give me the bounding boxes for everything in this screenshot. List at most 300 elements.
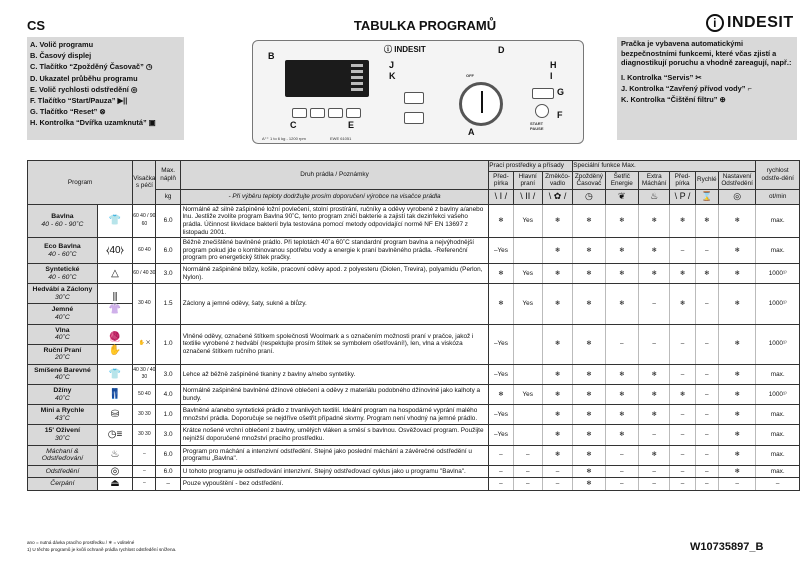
spin-speed: max. [756,238,800,264]
header-program: Program [28,161,133,205]
page-title: TABULKA PROGRAMŮ [353,18,497,33]
program-temp: 40˚C [55,394,70,402]
model-label: EWE 61051 [330,136,352,141]
panel-label-j: J [389,60,395,70]
header-type: Druh prádla / Poznámky [180,161,489,190]
option-value: – [639,425,670,445]
care-icon: ⏏ [110,478,120,490]
program-description: Normálně zašpiněné blůzy, košile, pracovní oděvy apod. z polyesteru (Diolen, Trevira), polyamidu (Perlon, Nylon). [180,263,489,283]
care-icon: 👕 [108,368,122,380]
header-option: Nastavení Odstředění [718,171,755,189]
program-name-block [28,365,97,384]
panel-label-e: E [348,120,355,130]
care-icon: 👚 [98,303,132,316]
care-icon-cell [97,465,132,478]
option-value: ❄ [489,263,513,283]
panel-label-b: B [268,51,275,61]
option-icon: \ P / [670,189,695,204]
program-temp: 40 - 60 - 90˚C [41,220,84,228]
footnote-1: 1) U těchto programů je kvůli ochraně prádla rychlost odstředění snížena. [27,547,177,552]
option-value: ❄ [573,284,605,324]
program-name: Máchaní & Odstřeďování [41,447,84,463]
program-description: Lehce až běžně zašpiněné tkaniny z bavlny a/nebo syntetiky. [180,364,489,384]
option-value: –Yes [489,405,513,425]
care-icon: ⫼ [112,291,118,303]
program-name-block [28,264,97,283]
option-value: ❄ [718,204,755,237]
phase-indicator [351,88,363,91]
option-value: ❄ [489,284,513,324]
option-value: ❄ [542,263,572,283]
option-value: ❄ [573,478,605,491]
option-value [513,238,542,264]
care-icon: 👕 [108,215,122,227]
document-code: W10735897_B [690,541,764,553]
option-value: ❄ [605,405,638,425]
program-temp: 43˚C [55,414,70,422]
care-icon-cell [97,263,132,283]
legend-item: E. Volič rychlosti odstředění ◎ [30,84,138,94]
care-icon: 🧶 [108,332,122,344]
max-load: 1.5 [156,284,180,324]
care-label-symbols: 60 / 40 30 [133,263,156,283]
table-row [28,445,800,465]
brand-name: INDESIT [727,14,794,31]
care-icon-cell [97,284,132,324]
care-icon: ♨ [110,449,120,461]
care-icon: ⛁ [110,409,120,421]
program-temp: 40 - 60˚C [48,273,77,281]
table-row [28,478,800,491]
header-detergents: Prací prostředky a přísady [489,161,573,172]
option-value: ❄ [542,425,572,445]
option-value: – [639,324,670,364]
option-icon: ◷ [573,189,605,204]
program-description: Pouze vypouštění - bez odstředění. [180,478,489,491]
option-value: ❄ [573,204,605,237]
option-value: ❄ [670,204,695,237]
program-name-block [28,325,97,344]
table-row [28,204,800,237]
time-display [285,60,369,97]
program-name-block [28,284,97,303]
program-name: Bavlna [51,213,74,221]
program-description: Normálně zašpiněné bavlněné džínové oblečení a oděvy z materiálu podobného džínovině jako kalhoty a bundy. [180,385,489,405]
option-value: ❄ [639,364,670,384]
option-value: – [605,445,638,465]
program-cell [28,324,98,364]
header-option: Šetřič Energie [605,171,638,189]
footnote-legend: ano = nutná dávka pracího prostředku / ❄ = volitelné [27,540,135,545]
program-temp: 30˚C [55,293,70,301]
panel-label-k: K [389,71,396,81]
option-value: ❄ [542,405,572,425]
option-value: ❄ [542,385,572,405]
care-icon: △ [111,267,119,279]
table-row [28,465,800,478]
option-value: ❄ [605,238,638,264]
program-description: Normálně až silně zašpiněné ložní povlečení, stolní prostírání, ručníky a oděvy vyrobené z bavlny a/anebo lnu. Jestliže zvolíte program Bavlna 90˚C, tento program zničí bakterie a zajistí tak dezinfekci vašeho prádla. Účinnost likvidace bakterií byla testována pomocí metody odpovídající normě NF EN 13697 z listopadu 2001. [180,204,489,237]
program-name: Vlna [55,326,70,334]
program-name: Smíšené Barevné [34,366,91,374]
option-value: ❄ [605,284,638,324]
program-name: Syntetické [45,265,80,273]
program-cell [28,425,98,445]
care-label-symbols: 40 30 / 40 30 [133,364,156,384]
care-icon-cell [97,204,132,237]
option-value: ❄ [573,238,605,264]
option-value: ❄ [718,385,755,405]
option-value: – [605,478,638,491]
option-value: – [542,465,572,478]
program-name: Hedvábí a Záclony [32,286,93,294]
program-name-block [28,478,97,490]
legend-item: A. Volič programu [30,40,94,49]
option-value: ❄ [605,204,638,237]
max-load: 3.0 [156,263,180,283]
program-description: U tohoto programu je odstřeďování intenzivní. Stejný odstřeďovací cyklus jako u programu "Bavlna". [180,465,489,478]
option-value: ❄ [718,324,755,364]
header-option: Hlavní praní [513,171,542,189]
rating-label: A⁺⁺ 1 to 6 kg - 1200 rpm [262,136,306,141]
care-icon: ◷≡ [107,429,123,441]
option-value: – [695,324,718,364]
program-description: Vlněné oděvy, označené štítkem společnosti Woolmark a s označením možnosti praní v pračce, jakož i textilie vyrobené z hedvábí (respektujte prosím štítek se symbolem ošetřování!), len, vlna a viskóza označené štítkem ručního praní. [180,324,489,364]
care-label-symbols: 30 40 [133,284,156,324]
care-icon-cell [97,324,132,364]
max-load: 6.0 [156,465,180,478]
panel-label-g: G [557,87,565,97]
option-value: – [489,478,513,491]
option-value: ❄ [542,364,572,384]
header-care-label: Visačka s péčí [133,161,156,205]
spin-button [346,108,361,118]
max-load: 1.0 [156,324,180,364]
start-label: START PAUSE [530,121,544,131]
option-value: ❄ [718,284,755,324]
option-value: – [489,465,513,478]
program-name-block [28,385,97,404]
option-value: ❄ [695,263,718,283]
safety-item: J. Kontrolka “Zavřený přívod vody” ⌐ [621,83,752,93]
program-name: Odstředění [45,467,80,475]
table-row [28,385,800,405]
program-name-block [28,466,97,478]
option-value: ❄ [573,385,605,405]
option-icon: ◎ [718,189,755,204]
option-button [328,108,343,118]
care-label-symbols: – [133,478,156,491]
option-value: – [670,465,695,478]
option-value: – [542,478,572,491]
option-value: Yes [513,385,542,405]
option-value: – [639,465,670,478]
option-value: ❄ [489,385,513,405]
program-name: Eco Bavlna [44,242,81,250]
care-icon: ✋ [98,344,132,357]
option-value: – [695,445,718,465]
max-load: 6.0 [156,445,180,465]
spin-speed: 1000¹⁾ [756,324,800,364]
header-max-load: Max. náplň [156,161,180,190]
program-temp: 40˚C [55,374,70,382]
care-label-symbols: 60 40 [133,238,156,264]
option-value: – [489,445,513,465]
option-value: –Yes [489,425,513,445]
option-value [513,324,542,364]
care-icon: ⧼40⧽ [105,244,125,256]
program-table [27,160,800,491]
header-option: Zpožděný Časovač [573,171,605,189]
option-value: –Yes [489,238,513,264]
option-icon: \ I / [489,189,513,204]
option-value: – [670,478,695,491]
panel-label-a: A [468,127,475,137]
option-value: ❄ [605,364,638,384]
program-name: Džíny [53,387,72,395]
panel-logo: ⓘ INDESIT [384,45,426,54]
max-load: 1.0 [156,405,180,425]
header-spin-speed: rychlost odstře-dění [756,161,800,190]
legend-item: G. Tlačítko “Reset” ⊗ [30,107,106,117]
table-row [28,238,800,264]
option-value: ❄ [573,425,605,445]
program-name: Mini a Rychle [40,407,85,415]
option-icon: \ II / [513,189,542,204]
option-value [513,425,542,445]
option-value: – [695,284,718,324]
option-value: ❄ [718,364,755,384]
header-kg: kg [156,189,180,204]
spin-speed: max. [756,445,800,465]
care-icon-cell [97,385,132,405]
brand-logo [706,14,794,32]
option-value: Yes [513,284,542,324]
info-icon: i [706,14,724,32]
option-value: ❄ [639,238,670,264]
option-value: Yes [513,263,542,283]
option-value: ❄ [670,385,695,405]
panel-label-f: F [557,110,563,120]
option-value: ❄ [639,204,670,237]
option-value: – [670,425,695,445]
option-value: ❄ [718,263,755,283]
option-value: – [605,465,638,478]
option-value [513,405,542,425]
option-value: – [513,465,542,478]
program-temp: 40˚C [55,334,70,342]
option-value: ❄ [695,204,718,237]
max-load: 6.0 [156,238,180,264]
option-value: – [695,238,718,264]
option-value: ❄ [718,465,755,478]
option-value: ❄ [639,263,670,283]
program-name-block [28,211,97,230]
program-description: Program pro máchání a intenzivní odstředění. Stejné jako poslední máchání a závěrečné odstředění u programu „Bavlna". [180,445,489,465]
legend-item: C. Tlačítko “Zpožděný Časovač” ◷ [30,62,153,72]
program-name: Jemné [51,306,74,314]
spin-speed: max. [756,405,800,425]
safety-legend [617,37,797,140]
option-value: – [695,385,718,405]
program-name-block [28,446,97,465]
option-value: – [695,425,718,445]
header-option: Před-pírka [489,171,513,189]
program-name-block [28,241,97,260]
phase-indicator [351,64,363,67]
option-value: – [513,478,542,491]
spin-speed: max. [756,204,800,237]
phase-indicator [351,82,363,85]
option-value: ❄ [573,445,605,465]
program-cell [28,364,98,384]
program-name: 15' Oživení [44,427,81,435]
max-load: 3.0 [156,364,180,384]
program-cell [28,284,98,324]
option-value: ❄ [542,204,572,237]
care-label-symbols: 30 30 [133,405,156,425]
care-icon-cell [97,445,132,465]
spin-speed: max. [756,364,800,384]
safety-intro: Pračka je vybavena automatickými bezpečnostními funkcemi, které včas zjistí a diagnostikují poruchu a vhodně zareagují, např.: [621,39,792,68]
option-value: – [670,364,695,384]
care-icon-cell [97,425,132,445]
delay-timer-button [292,108,307,118]
option-icon: ❦ [605,189,638,204]
option-value: – [605,324,638,364]
option-icon: ♨ [639,189,670,204]
controls-legend [27,37,184,140]
table-row [28,364,800,384]
program-description: Krátce nošené vrchní oblečení z bavlny, umělých vláken a směsí s bavlnou. Osvěžovací program. Použijte nejnižší doporučené množství pracího prostředku. [180,425,489,445]
panel-label-d: D [498,45,505,55]
care-label-symbols: ✋ ⨉ [133,324,156,364]
option-value: – [695,405,718,425]
option-value: ❄ [639,405,670,425]
spin-speed: 1000¹⁾ [756,284,800,324]
program-name-block [28,425,97,444]
option-value: – [670,324,695,364]
care-label-symbols: 30 30 [133,425,156,445]
option-value: – [695,465,718,478]
spin-speed: 1000¹⁾ [756,263,800,283]
program-cell [28,465,98,478]
option-value: –Yes [489,364,513,384]
option-value: – [670,405,695,425]
program-description: Běžně znečištěné bavlněné prádlo. Při teplotách 40˚a 60˚C standardní program bavlna a nejvýhodnější program pokud jde o kombinovanou spotřebu vody a energie k praní bavlněného prádla. -Referenční program pro energetický štítek pračky. [180,238,489,264]
table-row [28,263,800,283]
option-value: ❄ [639,445,670,465]
off-label: OFF [466,73,474,78]
safety-item: K. Kontrolka “Čištění filtru” ⊕ [621,94,726,104]
phase-indicator [351,76,363,79]
care-icon: 👖 [108,388,122,400]
option-value: ❄ [573,263,605,283]
table-row [28,405,800,425]
program-cell [28,238,98,264]
panel-label-c: C [290,120,297,130]
start-pause-button [535,104,549,118]
option-value: – [639,284,670,324]
spin-speed: max. [756,465,800,478]
option-value: ❄ [489,204,513,237]
option-value: ❄ [573,324,605,364]
care-icon-cell [97,478,132,491]
option-value: ❄ [718,238,755,264]
program-cell [28,405,98,425]
option-value: ❄ [718,445,755,465]
option-value: – [670,445,695,465]
quick-button [404,112,424,124]
option-value: – [639,478,670,491]
safety-item: I. Kontrolka “Servis” ✂ [621,72,702,82]
option-value: ❄ [573,465,605,478]
care-icon: ◎ [110,465,120,477]
option-value: ❄ [639,385,670,405]
option-value: – [513,445,542,465]
option-value: ❄ [573,405,605,425]
option-value: – [695,364,718,384]
prewash-button [404,92,424,104]
option-value: – [718,478,755,491]
care-label-symbols: 60 40 / 90 60 [133,204,156,237]
spin-speed: 1000¹⁾ [756,385,800,405]
program-cell [28,385,98,405]
header-rpm-unit: ot/min [756,189,800,204]
care-label-symbols: – [133,465,156,478]
panel-label-h: H [550,60,557,70]
program-temp: 30˚C [55,435,70,443]
option-value: –Yes [489,324,513,364]
phase-indicator [351,70,363,73]
max-load: 3.0 [156,425,180,445]
care-icon-cell [97,364,132,384]
option-value: ❄ [605,385,638,405]
option-icon: \ ✿ / [542,189,572,204]
legend-item: B. Časový displej [30,51,92,61]
option-value: Yes [513,204,542,237]
program-cell [28,478,98,491]
option-value: – [695,478,718,491]
program-temp: 40˚C [55,313,70,321]
reset-button [532,88,554,99]
program-name-block [28,405,97,424]
option-value: ❄ [542,284,572,324]
legend-item: F. Tlačítko “Start/Pauza” ▶|| [30,96,128,106]
table-row [28,284,800,324]
program-temp: 40 - 60˚C [48,250,77,258]
option-value: ❄ [542,445,572,465]
max-load: 4.0 [156,385,180,405]
care-label-symbols: 50 40 [133,385,156,405]
program-knob [459,82,503,126]
spin-speed: – [756,478,800,491]
header-note: - Při výběru teploty dodržujte prosím doporučení výrobce na visačce prádla [180,189,489,204]
care-icon-cell [97,238,132,264]
program-name: Čerpání [50,480,75,488]
header-option: Extra Máchání [639,171,670,189]
header-special-functions: Speciální funkce Max. [573,161,756,172]
program-description: Záclony a jemné oděvy, šaty, sukně a blůzy. [180,284,489,324]
legend-item: D. Ukazatel průběhu programu [30,73,138,83]
option-value: ❄ [605,425,638,445]
option-value [513,364,542,384]
language-code: CS [27,18,46,33]
legend-item: H. Kontrolka “Dvířka uzamknutá” ▣ [30,118,156,128]
option-value: ❄ [670,263,695,283]
option-value: ❄ [573,364,605,384]
header-option: Změkčo-vadlo [542,171,572,189]
